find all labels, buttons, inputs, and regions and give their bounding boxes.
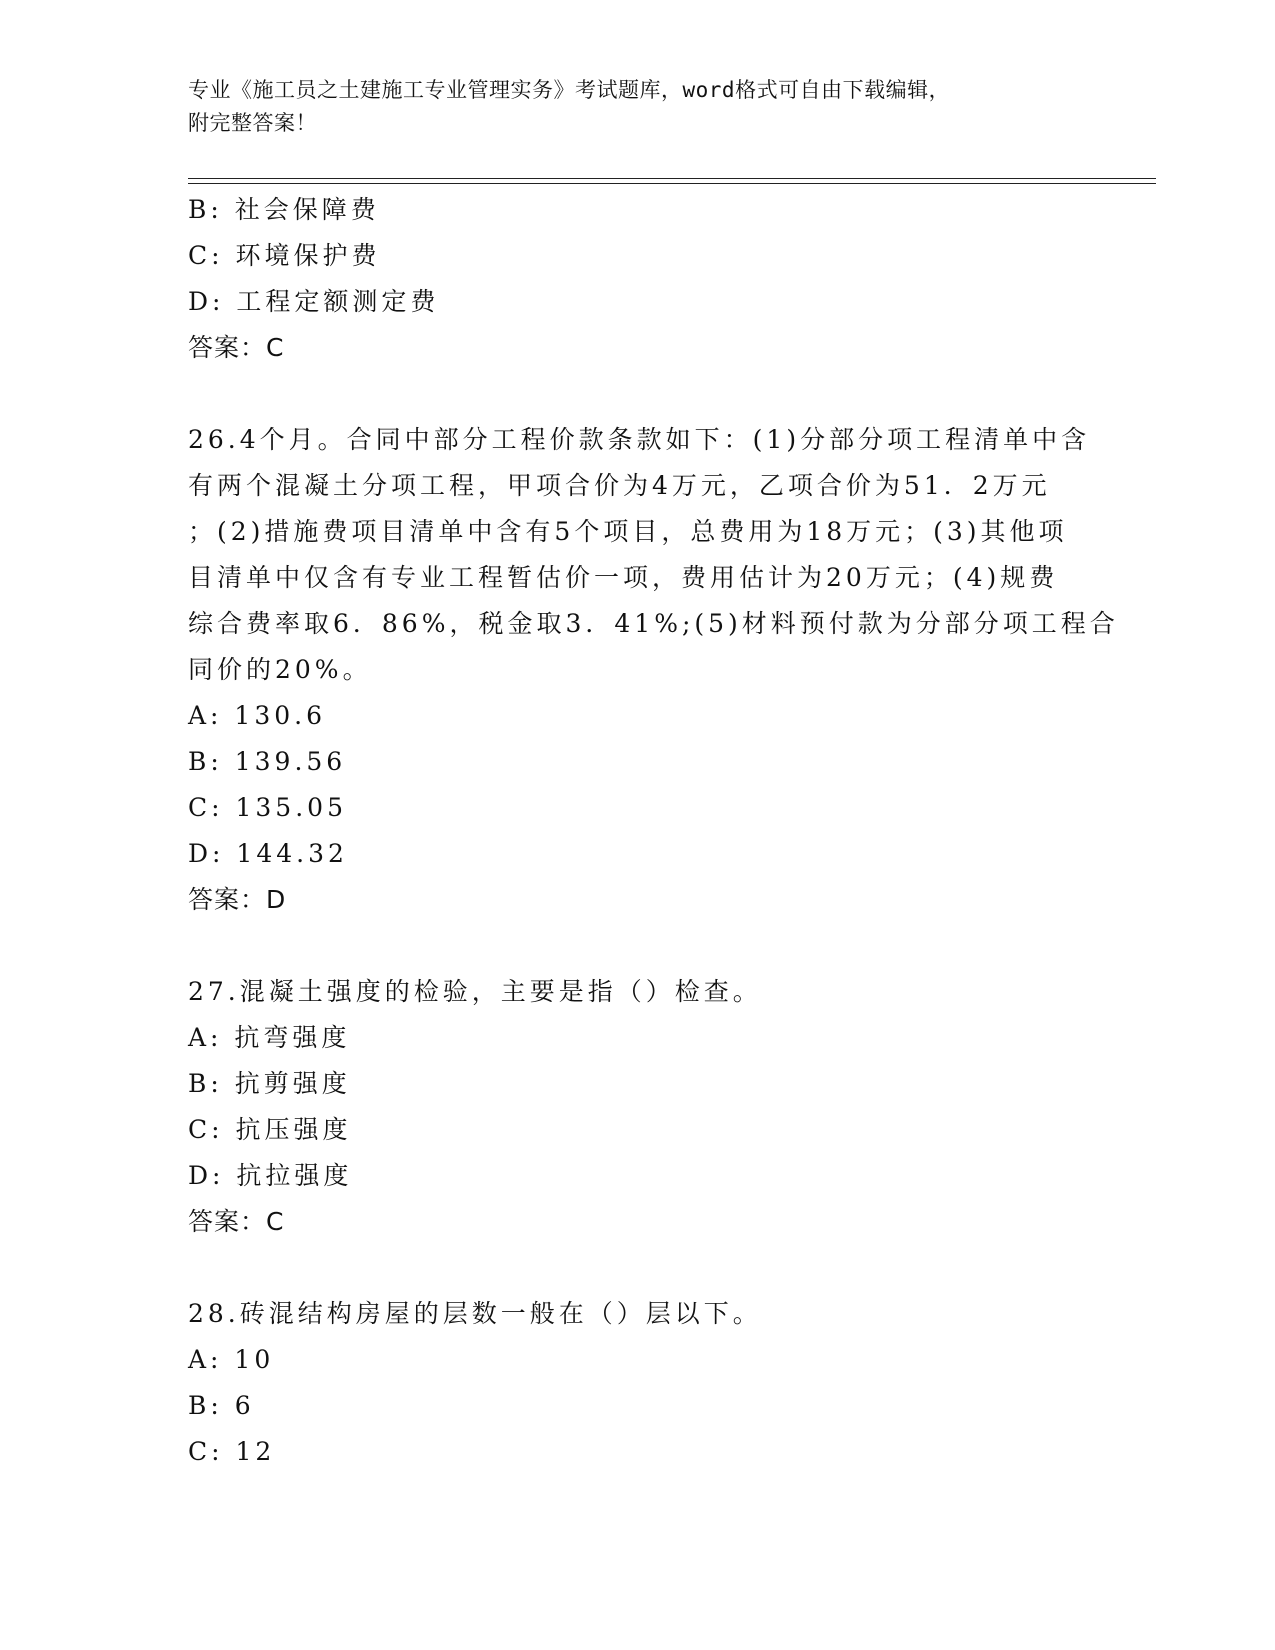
question-25 <box>188 187 1088 371</box>
option-a: A: 抗弯强度 <box>188 1023 351 1052</box>
question-stem-line: 目清单中仅含有专业工程暂估价一项，费用估计为20万元；(4)规费 <box>188 563 1059 592</box>
option-d: D: 工程定额测定费 <box>188 287 440 316</box>
question-stem-line: 26.4个月。合同中部分工程价款条款如下：(1)分部分项工程清单中含 <box>188 425 1091 454</box>
question-28 <box>188 1291 1088 1475</box>
option-b: B: 6 <box>188 1391 255 1420</box>
option-c: C: 12 <box>188 1437 276 1466</box>
answer: 答案：C <box>188 333 285 362</box>
header-line-1: 专业《施工员之土建施工专业管理实务》考试题库，word格式可自由下载编辑， <box>188 78 951 102</box>
option-b: B: 139.56 <box>188 747 347 776</box>
question-stem-line: 综合费率取6．86%，税金取3．41%;(5)材料预付款为分部分项工程合 <box>188 609 1119 638</box>
question-stem-line: 有两个混凝土分项工程，甲项合价为4万元，乙项合价为51．2万元 <box>188 471 1051 500</box>
spacer <box>188 923 1088 969</box>
answer: 答案：C <box>188 1207 285 1236</box>
answer: 答案：D <box>188 885 287 914</box>
spacer <box>188 1245 1088 1291</box>
option-b: B: 抗剪强度 <box>188 1069 351 1098</box>
question-26 <box>188 417 1119 923</box>
option-c: C: 环境保护费 <box>188 241 381 270</box>
question-stem: 27.混凝土强度的检验，主要是指（）检查。 <box>188 977 762 1006</box>
header-line-2: 附完整答案！ <box>188 111 317 135</box>
header-divider-bottom <box>188 183 1156 184</box>
question-stem: 28.砖混结构房屋的层数一般在（）层以下。 <box>188 1299 762 1328</box>
question-stem-line: 同价的20%。 <box>188 655 372 684</box>
option-a: A: 130.6 <box>188 701 326 730</box>
header-divider-top <box>188 178 1156 179</box>
option-a: A: 10 <box>188 1345 275 1374</box>
option-d: D: 抗拉强度 <box>188 1161 353 1190</box>
option-c: C: 抗压强度 <box>188 1115 352 1144</box>
question-27 <box>188 969 1088 1245</box>
question-stem-line: ；(2)措施费项目清单中含有5个项目，总费用为18万元；(3)其他项 <box>188 517 1068 546</box>
option-b: B: 社会保障费 <box>188 195 380 224</box>
page-header <box>188 74 1088 140</box>
option-c: C: 135.05 <box>188 793 347 822</box>
option-d: D: 144.32 <box>188 839 348 868</box>
question-list <box>188 187 1119 1475</box>
spacer <box>188 371 1088 417</box>
